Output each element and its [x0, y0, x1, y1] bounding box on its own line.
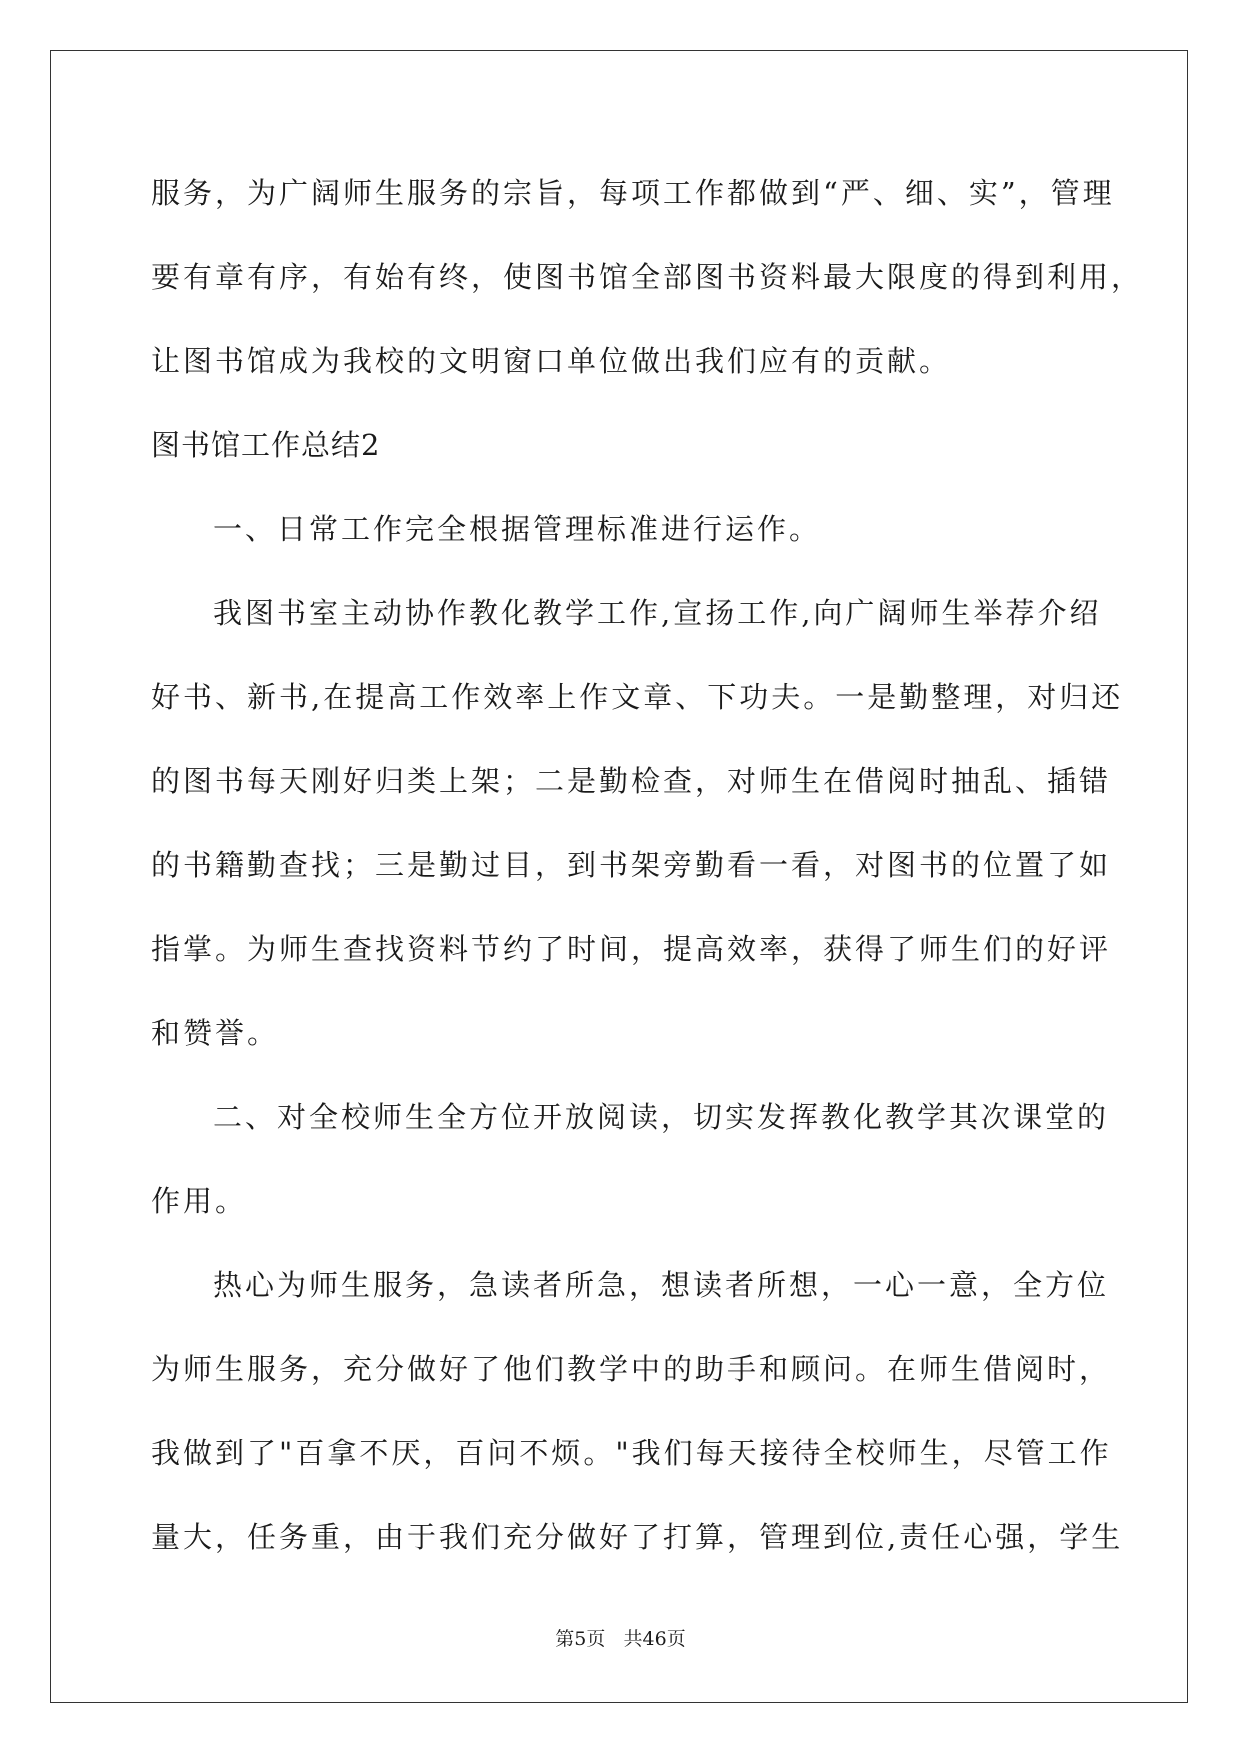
text-line: 一、日常工作完全根据管理标准进行运作。	[213, 512, 822, 546]
text-line: 的图书每天刚好归类上架；二是勤检查，对师生在借阅时抽乱、插错	[151, 764, 1112, 798]
text-line: 二、对全校师生全方位开放阅读，切实发挥教化教学其次课堂的	[213, 1100, 1110, 1134]
page-footer	[0, 1624, 1241, 1651]
text-line: 好书、新书,在提高工作效率上作文章、下功夫。一是勤整理，对归还	[151, 680, 1124, 714]
page-number: 第5页	[555, 1628, 606, 1650]
document-body	[151, 163, 1144, 1591]
text-line: 我做到了"百拿不厌，百问不烦。"我们每天接待全校师生，尽管工作	[151, 1436, 1112, 1470]
text-line: 作用。	[151, 1184, 248, 1218]
section-heading: 图书馆工作总结2	[151, 428, 381, 462]
text-line: 要有章有序，有始有终，使图书馆全部图书资料最大限度的得到利用，	[151, 260, 1144, 294]
page-total: 共46页	[623, 1628, 686, 1650]
text-line: 让图书馆成为我校的文明窗口单位做出我们应有的贡献。	[151, 344, 952, 378]
text-line: 为师生服务，充分做好了他们教学中的助手和顾问。在师生借阅时，	[151, 1352, 1112, 1386]
text-line: 指掌。为师生查找资料节约了时间，提高效率，获得了师生们的好评	[151, 932, 1112, 966]
text-line: 服务，为广阔师生服务的宗旨，每项工作都做到“严、细、实”，管理	[151, 176, 1115, 210]
text-line: 量大，任务重，由于我们充分做好了打算，管理到位,责任心强，学生	[151, 1520, 1124, 1554]
text-line: 热心为师生服务，急读者所急，想读者所想，一心一意，全方位	[213, 1268, 1110, 1302]
text-line: 和赞誉。	[151, 1016, 280, 1050]
text-line: 的书籍勤查找；三是勤过目，到书架旁勤看一看，对图书的位置了如	[151, 848, 1112, 882]
text-line: 我图书室主动协作教化教学工作,宣扬工作,向广阔师生举荐介绍	[213, 596, 1102, 630]
